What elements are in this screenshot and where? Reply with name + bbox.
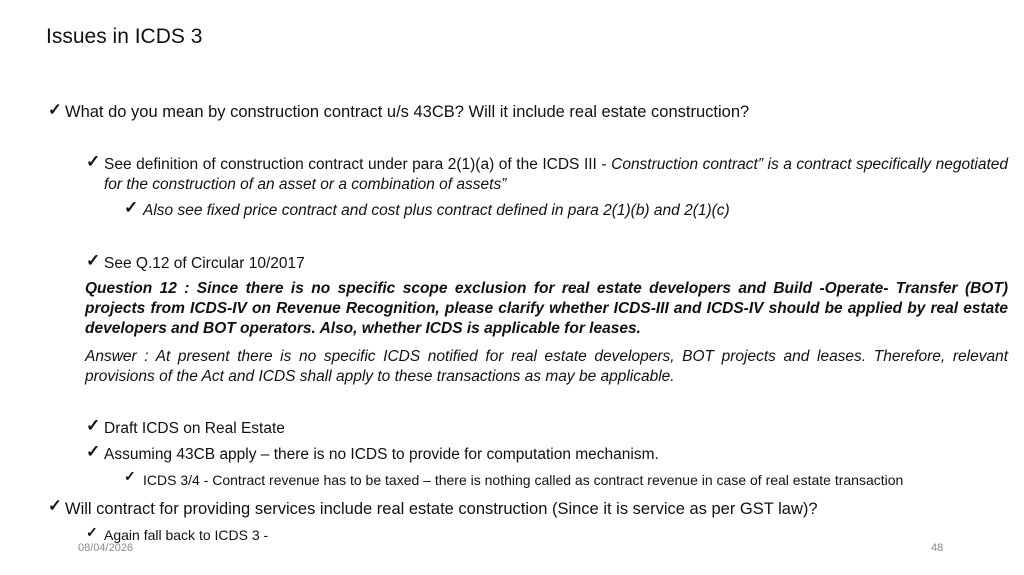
question-services-contract: Will contract for providing services include real estate construction (Since it is service as per GST law)? [65, 500, 818, 518]
fixed-price-text: Also see fixed price contract and cost plus contract defined in para 2(1)(b) and 2(1)(c) [143, 202, 730, 219]
assuming-text: Assuming 43CB apply – there is no ICDS to provide for computation mechanism. [104, 446, 659, 463]
question-12-text: Question 12 : Since there is no specific scope exclusion for real estate developers and Build -Operate- Transfer (BOT) projects from ICDS-IV on Revenue Recognition, please clarify whether ICDS-III and ICDS-IV should be applied by real estate developers and BOT operators. Also, whether ICDS is applicable for leases. [85, 280, 1008, 337]
definition-prefix: See definition of construction contract under para 2(1)(a) of the ICDS III - [104, 156, 612, 173]
fallback-text: Again fall back to ICDS 3 - [104, 527, 269, 543]
answer-text: Answer : At present there is no specific ICDS notified for real estate developers, BOT projects and leases. Therefore, relevant provisions of the Act and ICDS shall apply to these transactions as may be applicable. [85, 348, 1008, 385]
circular-reference: See Q.12 of Circular 10/2017 [104, 255, 305, 272]
checkmark-icon: ✓ [86, 416, 101, 435]
footer-date: 08/04/2026 [78, 542, 134, 554]
definition-quote: Construction contract” is a contract specifically negotiated for the construction of an asset or a combination of assets” [104, 156, 1009, 193]
checkmark-icon: ✓ [86, 442, 101, 461]
checkmark-icon: ✓ [48, 497, 62, 515]
page-number: 48 [931, 542, 944, 554]
checkmark-icon: ✓ [124, 468, 136, 484]
definition-text [104, 155, 1008, 195]
draft-icds-text: Draft ICDS on Real Estate [104, 420, 285, 437]
checkmark-icon: ✓ [48, 101, 62, 119]
icds-3-4-text: ICDS 3/4 - Contract revenue has to be taxed – there is nothing called as contract revenue in case of real estate transaction [143, 472, 904, 488]
checkmark-icon: ✓ [86, 152, 101, 171]
checkmark-icon: ✓ [86, 251, 101, 270]
question-construction-contract: What do you mean by construction contract u/s 43CB? Will it include real estate construction? [65, 103, 750, 121]
checkmark-icon: ✓ [124, 198, 139, 217]
page-title: Issues in ICDS 3 [46, 25, 203, 48]
checkmark-icon: ✓ [86, 524, 98, 540]
